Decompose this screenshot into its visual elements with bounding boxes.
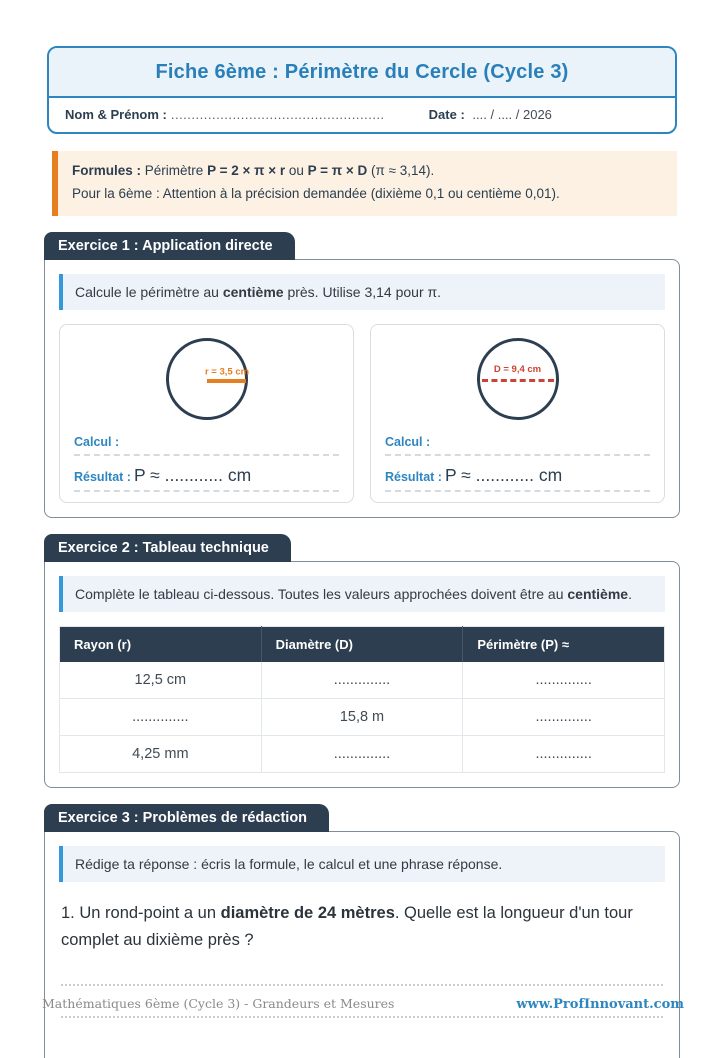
cell-diameter: 15,8 m [261, 698, 463, 735]
diameter-measure-label: D = 9,4 cm [493, 364, 542, 376]
circle-figure-radius [74, 335, 339, 431]
cell-perimeter-blank: .............. [463, 662, 665, 699]
exercise-2-section [44, 534, 680, 788]
table-row [60, 698, 665, 735]
cell-perimeter-blank: .............. [463, 698, 665, 735]
instruction-text: près. Utilise 3,14 pour π. [283, 283, 442, 300]
table-row [60, 662, 665, 699]
table-header [60, 626, 665, 662]
formula-connector: ou [288, 163, 304, 178]
table-row [60, 735, 665, 772]
table-header-row [60, 626, 665, 662]
column-header-diameter: Diamètre (D) [261, 626, 463, 662]
result-answer-field: P ≈ ............ cm [444, 464, 563, 485]
result-row [385, 456, 650, 492]
circle-card-radius [59, 324, 354, 503]
calc-label: Calcul : [74, 435, 339, 456]
formula-label: Formules : [72, 163, 142, 178]
exercise-1-tab: Exercice 1 : Application directe [44, 232, 295, 260]
footer-website-link[interactable]: www.ProfInnovant.com [516, 997, 684, 1012]
problem-text: 1. Un rond-point a un [61, 903, 221, 922]
circle-shape [166, 338, 248, 420]
date-value: .... / .... / 2026 [472, 107, 552, 122]
exercise-3-tab: Exercice 3 : Problèmes de rédaction [44, 804, 329, 832]
radius-measure-label: r = 3,5 cm [204, 366, 250, 378]
cell-diameter-blank: .............. [261, 662, 463, 699]
diameter-line [482, 379, 554, 382]
technical-table [59, 626, 665, 773]
cell-radius: 12,5 cm [60, 662, 262, 699]
circle-cards-row [59, 324, 665, 503]
exercise-2-instruction [59, 576, 665, 612]
answer-line-field [61, 1016, 663, 1018]
exercise-3-instruction: Rédige ta réponse : écris la formule, le calcul et une phrase réponse. [59, 846, 665, 882]
column-header-perimeter: Périmètre (P) ≈ [463, 626, 665, 662]
calc-label: Calcul : [385, 435, 650, 456]
formula-intro: Périmètre [144, 163, 204, 178]
problem-bold: diamètre de 24 mètres [220, 903, 395, 922]
date-label: Date : [428, 107, 465, 122]
exercise-2-box [44, 561, 680, 788]
formula-1: P = 2 × π × r [207, 163, 286, 178]
result-label: Résultat : [74, 469, 131, 484]
result-answer-field: P ≈ ............ cm [133, 464, 252, 485]
exercise-3-section [44, 804, 680, 1058]
header-box [47, 46, 677, 134]
page-footer [42, 996, 684, 1012]
cell-radius-blank: .............. [60, 698, 262, 735]
cell-radius: 4,25 mm [60, 735, 262, 772]
column-header-radius: Rayon (r) [60, 626, 262, 662]
formula-box [52, 151, 677, 216]
page-title: Fiche 6ème : Périmètre du Cercle (Cycle 3) [49, 48, 675, 98]
circle-figure-diameter [385, 335, 650, 431]
circle-card-diameter [370, 324, 665, 503]
name-fill-field: .................................................... [170, 107, 385, 122]
header-info-row [49, 98, 675, 132]
instruction-text: Calcule le périmètre au [75, 283, 223, 300]
instruction-bold: centième [567, 585, 629, 602]
result-label: Résultat : [385, 469, 442, 484]
circle-shape [477, 338, 559, 420]
answer-line-field [61, 984, 663, 986]
footer-course-label: Mathématiques 6ème (Cycle 3) - Grandeurs et Mesures [42, 996, 395, 1011]
formula-tail: (π ≈ 3,14). [371, 163, 435, 178]
exercise-1-box [44, 259, 680, 518]
date-field [429, 107, 552, 122]
table-body [60, 662, 665, 773]
exercise-2-tab: Exercice 2 : Tableau technique [44, 534, 291, 562]
cell-perimeter-blank: .............. [463, 735, 665, 772]
problem-text: . Quelle est la longueur d'un tour complet au dixième près ? [61, 903, 633, 950]
formula-line-1 [72, 160, 663, 183]
radius-line [207, 379, 247, 383]
problem-statement [59, 900, 665, 954]
formula-2: P = π × D [307, 163, 368, 178]
instruction-bold: centième [222, 283, 284, 300]
cell-diameter-blank: .............. [261, 735, 463, 772]
result-row [74, 456, 339, 492]
instruction-text: . [628, 585, 632, 602]
name-label: Nom & Prénom : [65, 107, 167, 122]
exercise-1-section [44, 232, 680, 518]
formula-line-2: Pour la 6ème : Attention à la précision demandée (dixième 0,1 ou centième 0,01). [72, 185, 560, 201]
instruction-text: Complète le tableau ci-dessous. Toutes les valeurs approchées doivent être au [75, 585, 568, 602]
exercise-1-instruction [59, 274, 665, 310]
